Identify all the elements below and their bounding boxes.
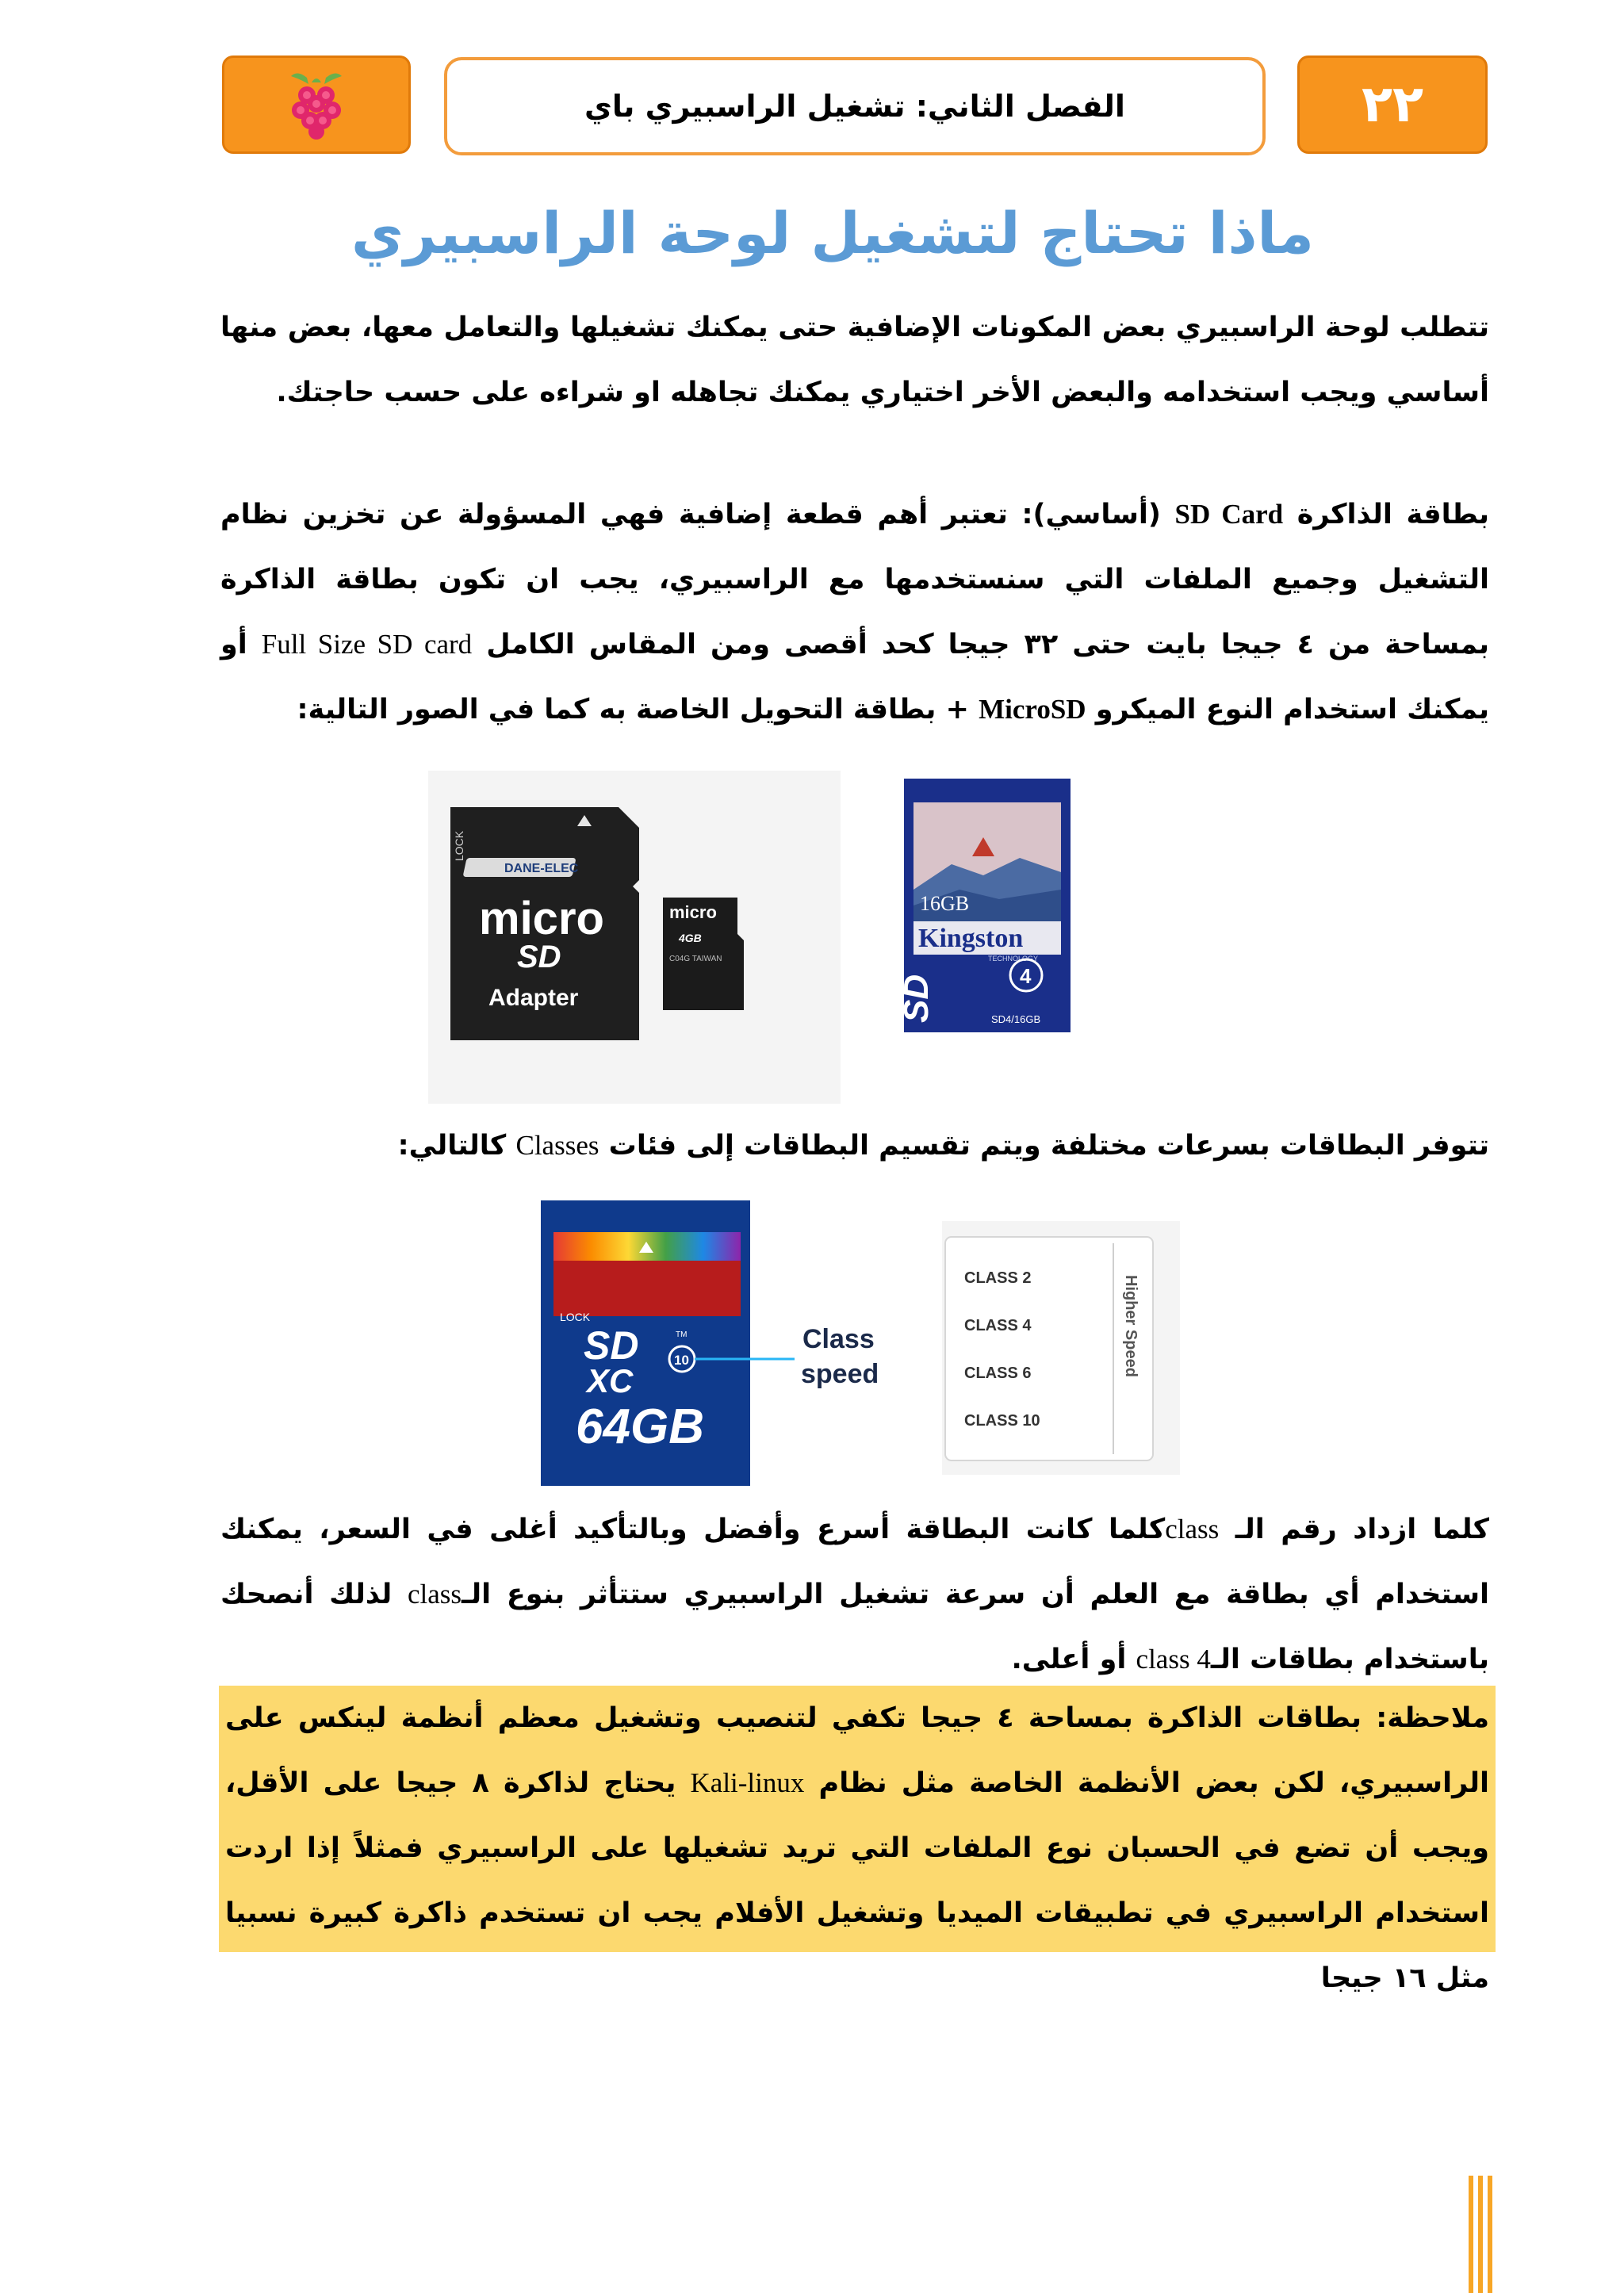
sd-card-paragraph	[220, 482, 1489, 742]
kingston-sd-logo: SD	[897, 974, 936, 1023]
higher-speed-text: Higher Speed	[1122, 1275, 1139, 1377]
kingston-brand-sub-text: TECHNOLOGY	[988, 955, 1039, 963]
sdxc-card-image	[541, 1200, 750, 1486]
intro-paragraph: تتطلب لوحة الراسبيري بعض المكونات الإضافية حتى يمكنك تشغيلها والتعامل معها، بعض منها أساسي ويجب استخدامه والبعض الأخر اختياري يمكنك تجاهله او شراءه على حسب حاجتك.	[220, 312, 1489, 408]
full-size-term: Full Size SD card	[261, 629, 473, 660]
adapter-lock-text: LOCK	[453, 830, 465, 861]
kingston-brand-text: Kingston	[918, 924, 1024, 953]
speed-text-1: تتوفر البطاقات بسرعات مختلفة ويتم تقسيم البطاقات إلى فئات	[599, 1130, 1489, 1162]
sd-text-4: + بطاقة التحويل الخاصة به كما في الصور التالية:	[297, 694, 979, 725]
class-paragraph	[220, 1497, 1489, 1692]
speed-text-2: كالتالي:	[397, 1130, 516, 1162]
microsd-size-text: 4GB	[679, 932, 702, 944]
raspberry-pi-logo	[283, 67, 350, 143]
note-text-1: ملاحظة: بطاقات الذاكرة بمساحة ٤ جيجا تكفي لتنصيب وتشغيل معظم أنظمة لينكس على الراسبيري، لكن بعض الأنظمة الخاصة مثل نظام	[225, 1702, 1489, 1799]
microsd-card-image	[663, 898, 744, 1010]
sdxc-xc-logo: XC	[587, 1362, 634, 1399]
class-text-3: لذلك أنصحك باستخدام بطاقات الـ	[220, 1579, 1489, 1675]
kali-linux-term: Kali-linux	[690, 1767, 805, 1798]
header-logo-box	[222, 56, 411, 154]
class-text-1: كلما ازداد رقم الـ	[1219, 1514, 1489, 1545]
decorative-bar-2	[1478, 2176, 1483, 2293]
microsd-code-text: C04G TAIWAN	[669, 955, 722, 963]
class-chart-image	[945, 1237, 1153, 1460]
note-text-2: يحتاج لذاكرة ٨ جيجا على الأقل، ويجب أن تضع في الحسبان نوع الملفات التي تريد تشغيلها على الراسبيري فمثلاً إذا اردت استخدام الراسبيري في تطبيقات الميديا وتشغيل الأفلام يجب ان تستخدم ذاكرة كبيرة نسبيا مثل ١٦ جيجا	[225, 1767, 1489, 1994]
microsd-term: MicroSD	[979, 694, 1086, 725]
note-box	[219, 1686, 1496, 1994]
class-speed-photo	[536, 1196, 1170, 1489]
adapter-brand-text: DANE-ELEC	[504, 862, 579, 875]
decorative-bar-1	[1469, 2176, 1473, 2293]
sd-text-2: (أساسي): تعتبر أهم قطعة إضافية فهي المسؤولة عن تخزين نظام التشغيل وجميع الملفات التي سنستخدمها مع الراسبيري، يجب ان تكون بطاقة الذاكرة بمساحة من ٤ جيجا بايت حتى ٣٢ جيجا كحد أقصى ومن المقاس الكامل	[220, 499, 1490, 660]
kingston-model-text: SD4/16GB	[991, 1013, 1041, 1025]
classes-term: Classes	[515, 1130, 599, 1161]
class-term-1: class	[1165, 1514, 1220, 1545]
class-label-10: CLASS 10	[964, 1412, 1040, 1430]
class-speed-label-2: speed	[801, 1359, 879, 1389]
kingston-sd-card-image	[897, 779, 1071, 1032]
sdxc-lock-text: LOCK	[560, 1311, 591, 1323]
kingston-class-text: 4	[1020, 964, 1032, 988]
class-text-2: كلما كانت البطاقة أسرع وأفضل وبالتأكيد أغلى في السعر، يمكنك استخدام أي بطاقة مع العلم أن سرعة تشغيل الراسبيري ستتأثر بنوع الـ	[220, 1514, 1489, 1610]
page-title: ماذا تحتاج لتشغيل لوحة الراسبيري	[350, 200, 1314, 266]
page-number: ٢٢	[1297, 56, 1488, 154]
microsd-adapter-image	[450, 807, 639, 1040]
sd-cards-photo	[428, 771, 1189, 1104]
adapter-label-text: Adapter	[488, 985, 579, 1011]
sdxc-sd-logo: SD	[584, 1323, 639, 1368]
class-term-4: class 4	[1136, 1644, 1211, 1675]
sdxc-capacity-text: 64GB	[576, 1399, 704, 1454]
decorative-bar-3	[1488, 2176, 1492, 2293]
sdxc-tm-text: TM	[676, 1330, 688, 1339]
class-term-2: class	[407, 1579, 462, 1610]
speed-paragraph	[220, 1113, 1489, 1178]
class-label-2: CLASS 2	[964, 1269, 1032, 1287]
sd-text-3: أو يمكنك استخدام النوع الميكرو	[220, 629, 1489, 725]
kingston-capacity-text: 16GB	[920, 892, 970, 915]
class-label-6: CLASS 6	[964, 1365, 1032, 1382]
chapter-title: الفصل الثاني: تشغيل الراسبيري باي	[444, 57, 1266, 155]
sd-text-1: بطاقة الذاكرة	[1283, 499, 1489, 530]
adapter-micro-text: micro	[479, 893, 604, 944]
sdxc-class-number: 10	[674, 1353, 689, 1368]
class-label-4: CLASS 4	[964, 1317, 1032, 1334]
class-speed-label-1: Class	[802, 1324, 875, 1354]
adapter-sd-text: SD	[517, 940, 561, 974]
sd-card-term: SD Card	[1174, 499, 1284, 530]
microsd-logo-text: micro	[669, 902, 717, 922]
class-text-4: أو أعلى.	[1011, 1644, 1136, 1675]
